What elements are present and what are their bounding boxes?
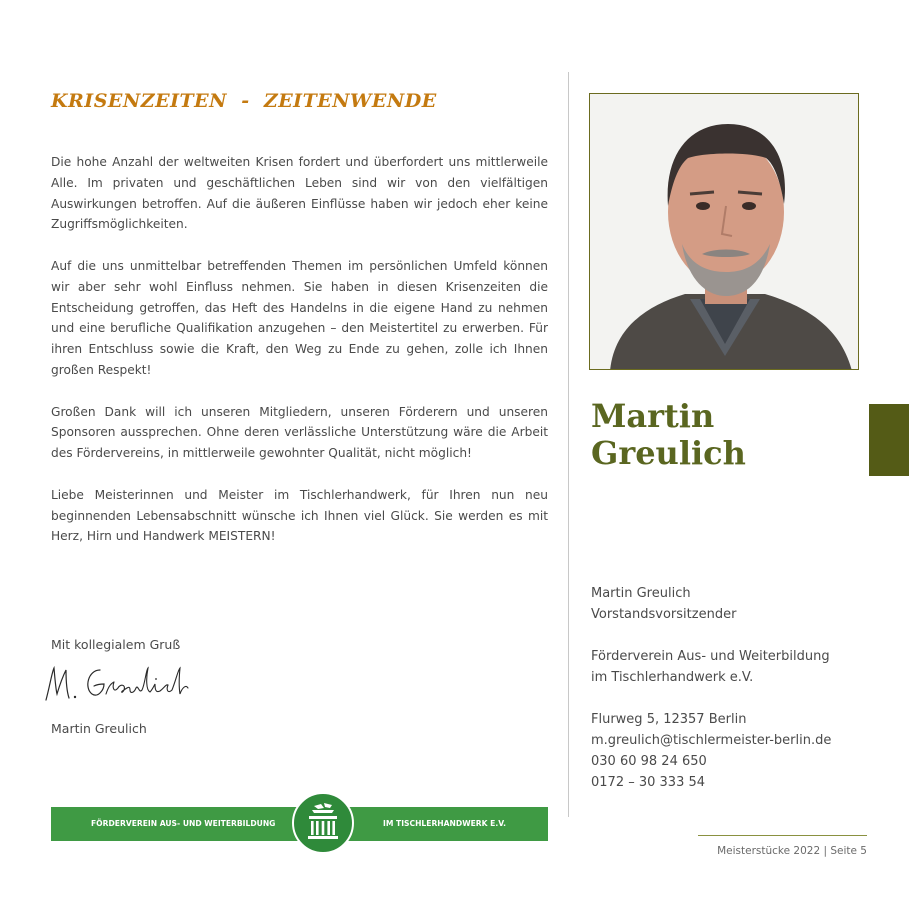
contact-phone-2: 0172 – 30 333 54 bbox=[591, 775, 706, 790]
contact-address: Flurweg 5, 12357 Berlin bbox=[591, 712, 747, 727]
handwritten-signature bbox=[42, 660, 192, 706]
name-first: Martin bbox=[591, 397, 715, 435]
name-last: Greulich bbox=[591, 434, 746, 472]
banner-left-text: FÖRDERVEREIN AUS- UND WEITERBILDUNG bbox=[91, 819, 276, 828]
signed-name: Martin Greulich bbox=[51, 721, 147, 736]
contact-phone-1: 030 60 98 24 650 bbox=[591, 754, 707, 769]
contact-org-line2: im Tischlerhandwerk e.V. bbox=[591, 670, 754, 685]
article-heading: KRISENZEITEN - ZEITENWENDE bbox=[51, 90, 437, 112]
portrait-photo bbox=[589, 93, 859, 370]
association-banner bbox=[51, 807, 548, 841]
footer-rule bbox=[698, 835, 867, 836]
paragraph-3: Großen Dank will ich unseren Mitgliedern, unseren Förderern und unseren Sponsoren aussprechen. Ohne deren verlässliche Unterstützung wäre die Arbeit des Fördervereins, in mittlerweile gewohnter Qualität, nicht möglich! bbox=[51, 404, 548, 461]
contact-org-line1: Förderverein Aus- und Weiterbildung bbox=[591, 649, 830, 664]
column-divider bbox=[568, 72, 569, 817]
paragraph-2: Auf die uns unmittelbar betreffenden Themen im persönlichen Umfeld können wir aber sehr wohl Einfluss nehmen. Sie haben in diesen Krisenzeiten die Entscheidung getroffen, das Heft des Handelns in die eigene Hand zu nehmen und eine berufliche Qualifikation anzugehen – den Meistertitel zu erwerben. Für ihren Entschluss sowie die Kraft, den Weg zu Ende zu gehen, zolle ich Ihnen großen Respekt! bbox=[51, 258, 548, 377]
association-logo-icon bbox=[292, 792, 354, 854]
page-side-tab bbox=[869, 404, 909, 476]
article-body bbox=[51, 152, 548, 568]
contact-block bbox=[591, 583, 831, 793]
banner-right-text: IM TISCHLERHANDWERK E.V. bbox=[383, 819, 506, 828]
page-footer: Meisterstücke 2022 | Seite 5 bbox=[717, 845, 867, 857]
contact-role: Vorstandsvorsitzender bbox=[591, 607, 737, 622]
closing-greeting: Mit kollegialem Gruß bbox=[51, 637, 181, 652]
contact-email[interactable]: m.greulich@tischlermeister-berlin.de bbox=[591, 733, 832, 748]
person-portrait-icon bbox=[590, 94, 859, 370]
person-name-heading bbox=[591, 398, 746, 472]
contact-name: Martin Greulich bbox=[591, 586, 691, 601]
paragraph-4: Liebe Meisterinnen und Meister im Tischlerhandwerk, für Ihren nun neu beginnenden Lebensabschnitt wünsche ich Ihnen viel Glück. Sie werden es mit Herz, Hirn und Handwerk MEISTERN! bbox=[51, 487, 548, 544]
paragraph-1: Die hohe Anzahl der weltweiten Krisen fordert und überfordert uns mittlerweile Alle. Im privaten und geschäftlichen Leben sind wir von den vielfältigen Auswirkungen betroffen. Auf die äußeren Einflüsse haben wir jedoch eher keine Zugriffsmöglichkeiten. bbox=[51, 155, 548, 232]
